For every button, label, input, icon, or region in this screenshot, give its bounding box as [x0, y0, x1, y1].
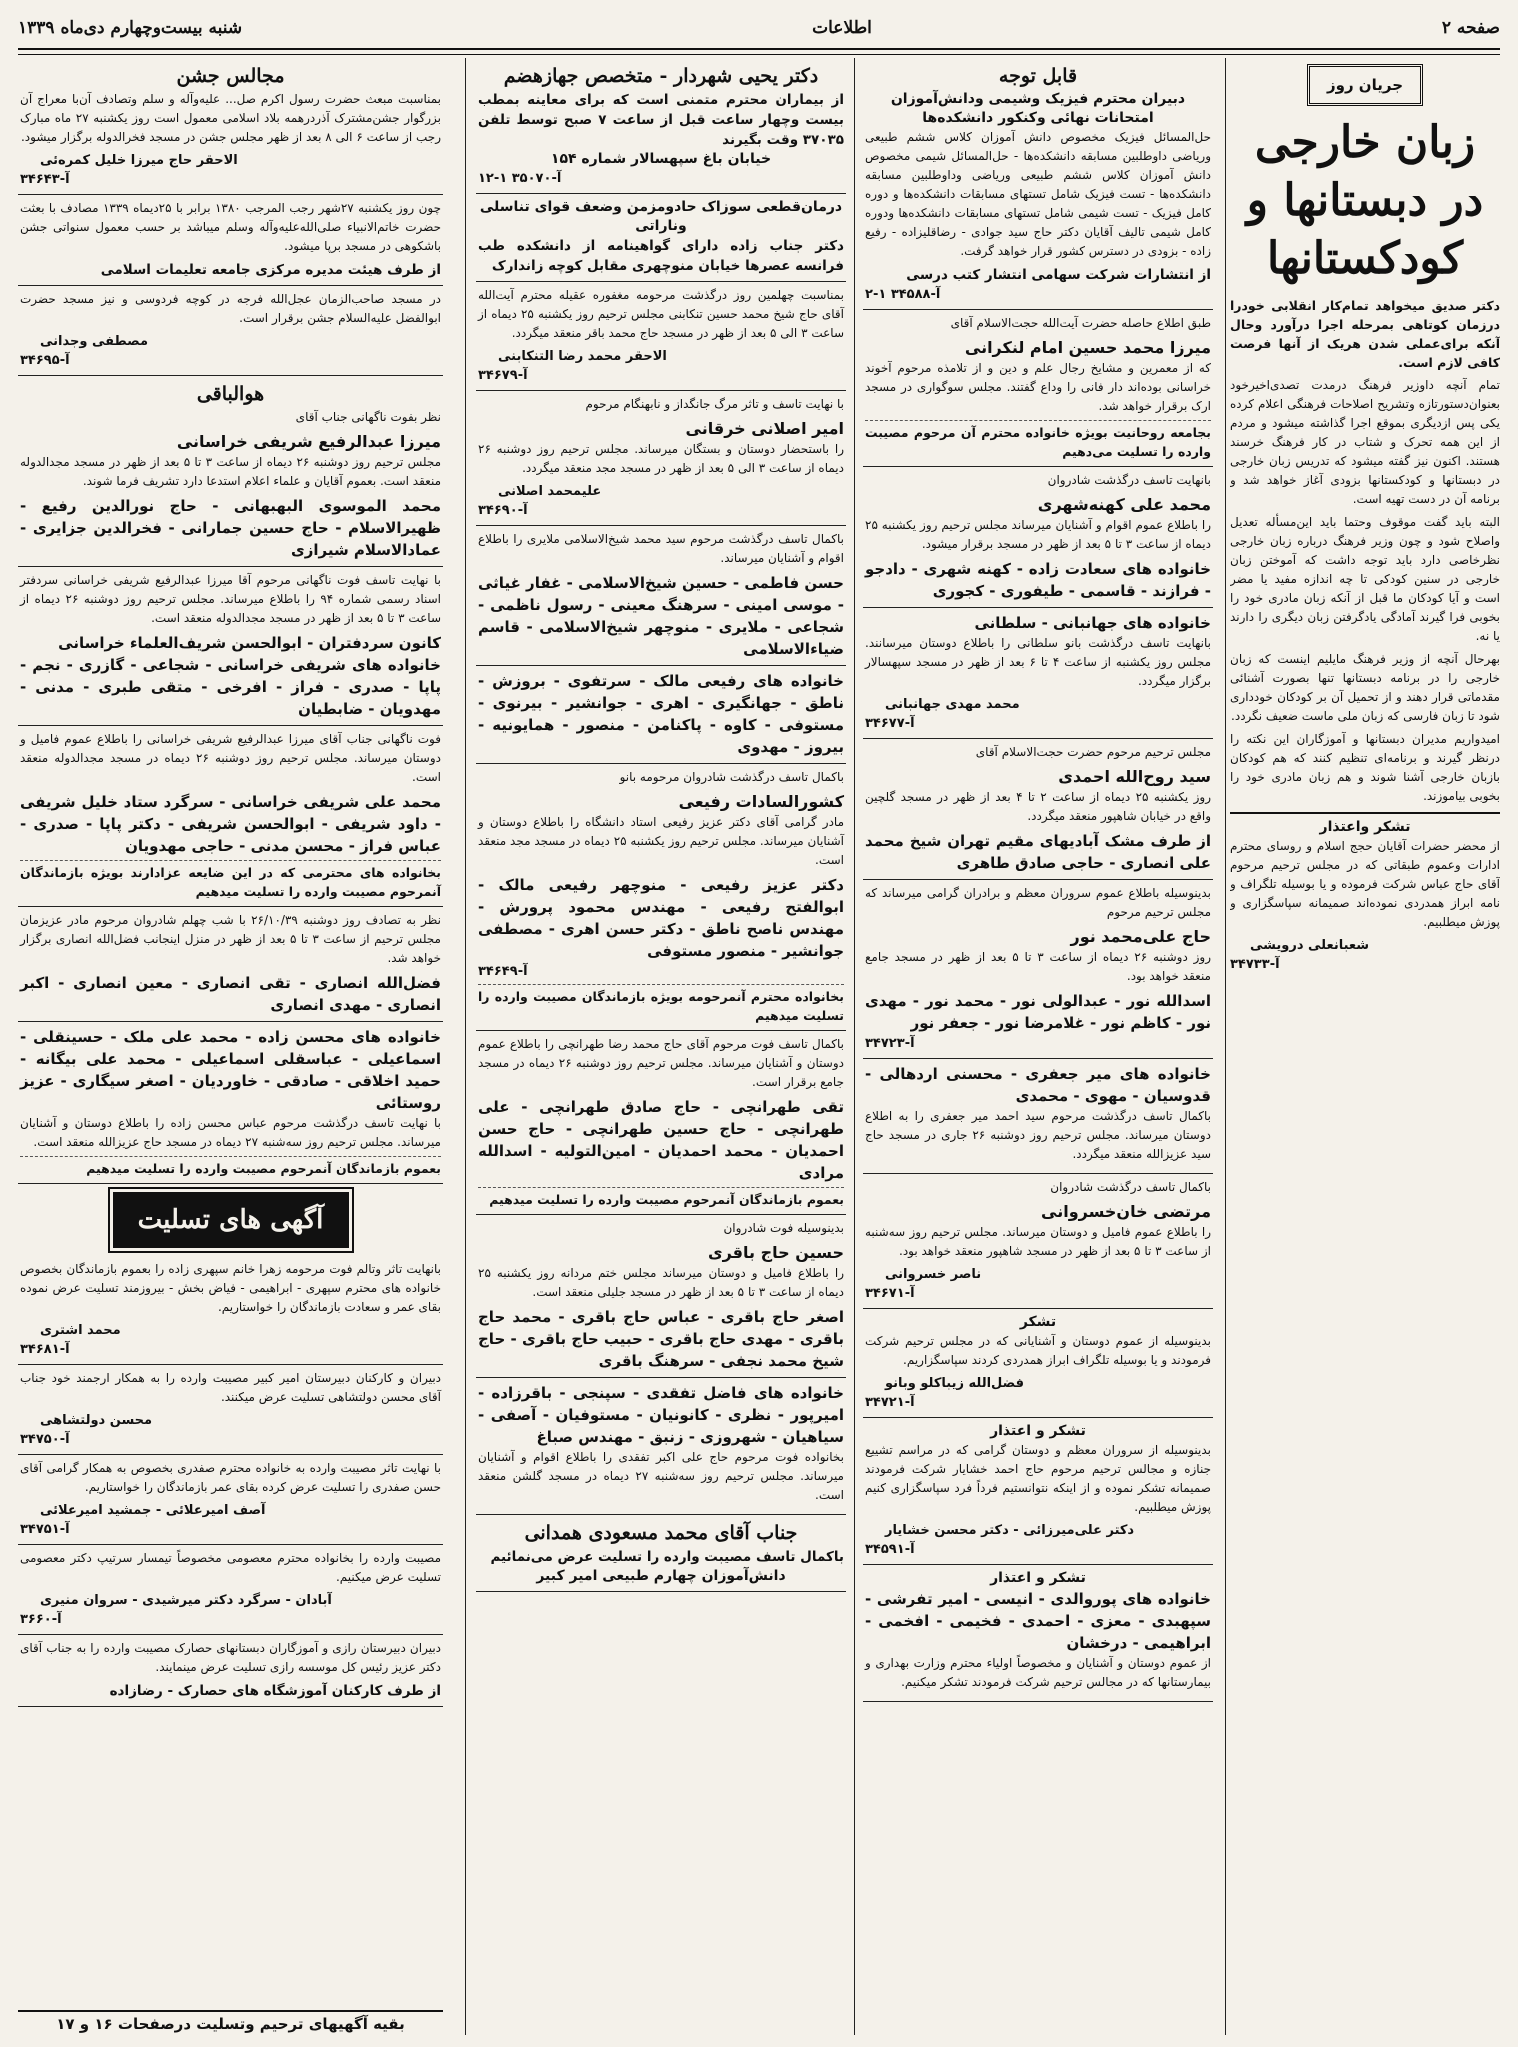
condolence-notice — [18, 1256, 443, 1365]
notice-signature: الاحقر محمد رضا التنکابنی — [498, 349, 667, 364]
obituary-notice — [476, 526, 846, 666]
family-names: از طرف مشک آبادیهای مقیم تهران شیخ محمد علی انصاری - حاجی صادق طاهری — [865, 832, 1211, 872]
ad-code: آ-۳۴۶۷۹ — [478, 368, 528, 383]
notice-body: مجلس ترحیم مرحوم حضرت حجت‌الاسلام آقای — [975, 745, 1211, 759]
notice-body: با نهایت تاسف فوت ناگهانی مرحوم آقا میرزا عبدالرفیع شریفی خراسانی سردفتر اسناد رسمی شماره ۹۴ را باطلاع میرساند. مجلس ترحیم روز دوشنبه ۲۶ دیماه از ساعت ۳ تا ۵ بعد از ظهر در مسجد مجدالدوله منعقد است. — [20, 573, 442, 625]
celebration-notice — [18, 195, 443, 286]
column-rule — [854, 58, 855, 2035]
notice-signature: از طرف کارکنان آموزشگاه های حصارک - رضازاده — [109, 1683, 441, 1699]
obituary-notice — [18, 726, 443, 907]
notice-signature: محسن دولتشاهی — [40, 1413, 153, 1428]
ad-code: آ-۳۴۶۴۹ — [478, 964, 528, 979]
notice-body: با نهایت تاسف درگذشت مرحوم عباس محسن زاده را باطلاع دوستان و آشنایان میرساند. مجلس ترحیم روز سه‌شنبه ۲۷ دیماه در مسجد حاج عزیزالله منعقد است. — [20, 1116, 441, 1149]
family-names: فضل‌الله انصاری - تقی انصاری - معین انصاری - اکبر انصاری - مهدی انصاری — [20, 974, 441, 1014]
deceased-name: امیر اصلانی خرقانی — [685, 419, 844, 438]
obituary-notice — [476, 764, 846, 1031]
obituary-notice — [18, 567, 443, 726]
obituary-notice — [863, 467, 1213, 608]
ad-code: آ-۳۴۶۷۱ — [865, 1286, 915, 1301]
ad-code: آ-۳۴۵۹۱ — [865, 1542, 915, 1557]
page-number: صفحه ۲ — [1441, 18, 1500, 38]
condolence-notice — [476, 1515, 846, 1592]
family-names: اسدالله نور - عبدالولی نور - محمد نور - مهدی نور - کاظم نور - غلامرضا نور - جعفر نور — [865, 992, 1211, 1032]
notice-signature: محمد مهدی جهانبانی — [885, 697, 1020, 712]
notice-signature: مصطفی وجدانی — [40, 334, 149, 349]
notice-title: تشکر — [1019, 1314, 1057, 1330]
notice-body: را باستحضار دوستان و بستگان میرساند. مجلس ترحیم روز دوشنبه ۲۶ دیماه از ساعت ۳ الی ۵ بعد از ظهر در مسجد مجد منعقد میگردد. — [478, 442, 844, 475]
family-names: محمد الموسوی البهبهانی - حاج نورالدین رفیع - ظهیرالاسلام - حاج حسین جمارانی - فخرالدین جزایری - عمادالاسلام شیرازی — [20, 497, 441, 559]
obituary-notice — [18, 1022, 443, 1184]
deceased-name: حسین حاج باقری — [707, 1243, 844, 1262]
editorial-column — [1230, 58, 1500, 2035]
notice-body: بمناسبت چهلمین روز درگذشت مرحومه مغفوره عقیله محترم آیت‌الله آقای حاج شیخ محمد حسین تنکابنی مجلس ترحیم روز یکشنبه ۲۵ دیماه از ساعت ۳ الی ۵ بعد از ظهر در مسجد حاج محمد باقر منعقد میگردد. — [478, 288, 845, 340]
obituary-notice — [863, 608, 1213, 739]
ad-code: آ-۳۴۷۵۱ — [20, 1522, 70, 1537]
notice-publisher: از انتشارات شرکت سهامی انتشار کتب درسی — [906, 267, 1211, 283]
notice-body: باکمال تاسف درگذشت شادروان — [1050, 1180, 1211, 1194]
notice-body: حل‌المسائل فیزیک مخصوص دانش آموزان کلاس ششم طبیعی وریاضی داوطلبین مسابقه دانشکده‌ها - حل‌المسائل شیمی مخصوص دانش آموزان کلاس ششم طبیعی وریاضی وداوطلبین مسابقه دانشکده‌ها - تست فیزیک شامل تستهای مسابقات دانشکده‌ها و دوره کامل فیزیک - تست شیمی شامل تستهای مسابقات دانشکده‌ها ودوره کامل شیمی تالیف آقایان دکتر حاج سید جوادی - رضاقلیزاده - رفیع زاده - بزودی در دسترس کشور قرار خواهد گرفت. — [865, 130, 1211, 258]
condolence-section-banner: آگهی های تسلیت — [113, 1192, 349, 1248]
notice-body: باکمال تاسف درگذشت شادروان مرحومه بانو — [619, 770, 844, 784]
deceased-name: حاج علی‌محمد نور — [1070, 927, 1211, 946]
notice-body: باکمال تاسف درگذشت مرحوم سید احمد میر جعفری را به اطلاع دوستان میرساند. مجلس ترحیم روز دوشنبه ۲۶ جاری در مسجد حاج سید عزیزالله منعقد میگردد. — [865, 1109, 1211, 1161]
family-names: خانواده های محسن زاده - محمد علی ملک - حسینقلی - اسماعیلی - عباسقلی اسماعیلی - محمد علی بیگانه - حمید اخلاقی - صادقی - خاوردیان - اصغر سیگاری - عزیز روستائی — [20, 1028, 441, 1112]
obituary-notice — [476, 1215, 846, 1378]
masthead — [18, 10, 1500, 46]
notice-body: بانهایت تاسف درگذشت بانو سلطانی را باطلاع دوستان میرسانند. مجلس روز یکشنبه از ساعت ۴ تا ۶ بعد از ظهر در مسجد سپهسالار برگزار میگردد. — [865, 636, 1212, 688]
thanks-notice — [863, 1418, 1213, 1565]
notice-body: نظر بفوت ناگهانی جناب آقای — [295, 410, 441, 424]
deceased-name: مرتضی خان‌خسروانی — [1041, 1202, 1211, 1221]
notice-books — [863, 58, 1213, 310]
ad-code: آ-۳۴۷۲۱ — [865, 1395, 915, 1410]
notice-signature: علیمحمد اصلانی — [498, 484, 602, 499]
family-names: خانواده های جهانبانی - سلطانی — [974, 614, 1211, 632]
ad-code: آ-۳۵۰۷۰ ۱-۱۲ — [478, 171, 562, 186]
notice-body: بخانواده فوت مرحوم حاج علی اکبر تفقدی را باطلاع اقوام و آشنایان میرساند. مجلس ترحیم روز سه‌شنبه ۲۷ دیماه در مسجد گلشن منعقد است. — [478, 1450, 844, 1502]
thanks-notice — [863, 1309, 1213, 1418]
editorial-paragraph: تمام آنچه داوزیر فرهنگ درمدت تصدی‌اخیرخود بعنوان‌دستورتازه وتشریح اصلاحات فرهنگی اعلام کرده یکی پس ازدیگری بموقع اجرا گذاشته میشود و مردم از این همه تحرک و شتاب در کار فرهنگ خرسند هستند. اکنون نیز گفته میشود که تدریس زبان خارجی در دبستانها و کودکستانها بزودی آغاز خواهد شد و برنامه آن در دست تهیه است. — [1230, 378, 1500, 506]
family-names: تقی طهرانچی - حاج صادق طهرانچی - علی طهرانچی - حاج حسین طهرانچی - حاج حسن احمدیان - محمد احمدیان - امین‌التولیه - اسدالله مرادی — [478, 1098, 844, 1182]
notice-body: بدینوسیله فوت شادروان — [723, 1221, 844, 1235]
thanks-notice — [1230, 812, 1500, 974]
notice-title: درمان‌قطعی سوزاک حادومزمن وضعف قوای تناسلی وناراتی — [479, 199, 843, 234]
deceased-name: محمد علی کهنه‌شهری — [1037, 495, 1211, 514]
notice-body: در مسجد صاحب‌الزمان عجل‌الله فرجه در کوچه‌ فردوسی و نیز مسجد حضرت ابوالفضل علیه‌السلام جشن برقرار است. — [20, 292, 441, 325]
thanks-signature: شعبانعلی درویشی — [1250, 938, 1370, 953]
ad-code: آ-۳۴۶۹۵ — [20, 353, 70, 368]
editorial-headline: زبان خارجی در دبستانها و کودکستانها — [1246, 117, 1484, 284]
thanks-body: از محضر حضرات آقایان حجج اسلام و روسای محترم ادارات وعموم طبقاتی که در مجلس ترحیم مرحوم آقای حاج عباس شرکت فرموده و یا بوسیله تلگراف و نامه ابراز همدردی نموده‌اند صمیمانه سپاسگزاری و پوزش میطلبیم. — [1230, 839, 1500, 929]
notice-body: روز یکشنبه ۲۵ دیماه از ساعت ۲ تا ۴ بعد از ظهر در مسجد گلچین واقع در خیابان شاهپور منعقد میگردد. — [865, 790, 1211, 823]
notices-column-3 — [476, 58, 846, 2035]
condolence-notice — [18, 1365, 443, 1455]
family-names: خانواده های رفیعی مالک - سرتفوی - بروزش - ناطق - جهانگیری - اهری - جوانشیر - بیرنوی - مستوفی - کاوه - پاکنامن - منصور - همایونیه - بیروز - مهدوی — [478, 672, 844, 756]
continued-notice: بقیه آگهیهای ترحیم وتسلیت درصفحات ۱۶ و ۱۷ — [18, 2010, 443, 2033]
notice-body: را باطلاع عموم اقوام و آشنایان میرساند مجلس ترحیم روز یکشنبه ۲۵ دیماه از ساعت ۳ تا ۵ بعد از ظهر در مسجد برقرار میشود. — [865, 518, 1211, 551]
celebration-notice — [18, 58, 443, 195]
family-names: محمد علی شریفی خراسانی - سرگرد ستاد خلیل شریفی - داود شریفی - ابوالحسن شریفی - دکتر پاپا - صدری - عباس فراز - محسن مدنی - حاجی مهدویان — [20, 793, 441, 855]
notice-title: تشکر و اعتذار — [990, 1423, 1086, 1439]
notice-body: را باطلاع عموم فامیل و دوستان میرساند. مجلس ترحیم روز سه‌شنبه از ساعت ۳ تا ۵ بعد از ظهر در مسجد شاهپور منعقد خواهد بود. — [865, 1225, 1211, 1258]
ad-code: آ-۳۴۵۸۸ ۱-۲ — [865, 287, 941, 302]
notice-body: بانهایت تاسف درگذشت شادروان — [1047, 473, 1211, 487]
notice-body: طبق اطلاع حاصله حضرت آیت‌الله حجت‌الاسلام آقای — [950, 316, 1211, 330]
family-names: خانواده های پوروالدی - انیسی - امیر تفرشی - سپهبدی - معزی - احمدی - فخیمی - افخمی - ابراهیمی - درخشان — [865, 1590, 1211, 1652]
obituary-notice — [476, 282, 846, 391]
notice-signature: دکتر علی‌میرزائی - دکتر محسن خشایار — [885, 1523, 1135, 1538]
column-rule — [465, 58, 466, 2035]
notices-column-4 — [18, 58, 443, 2035]
notice-signature: الاحقر حاج میرزا خلیل کمره‌ئی — [40, 153, 238, 168]
ad-code: آ-۳۴۶۸۱ — [20, 1342, 70, 1357]
family-names: خانواده های سعادت زاده - کهنه شهری - دادجو - فرازند - قاسمی - طیفوری - کجوری — [865, 560, 1211, 600]
obituary-notice — [863, 1174, 1213, 1309]
notice-signature: محمد اشتری — [40, 1323, 121, 1338]
notice-title: دکتر یحیی شهردار - متخصص جهازهضم — [503, 65, 819, 87]
ad-code: آ-۳۴۶۷۷ — [865, 716, 915, 731]
obituary-notice — [476, 391, 846, 526]
section-title: مجالس جشن — [176, 65, 285, 87]
notice-signature: آصف امیرعلائی - جمشید امیرعلائی — [40, 1503, 266, 1518]
notice-body: باکمال تاسف فوت مرحوم آقای حاج محمد رضا طهرانچی را باطلاع عموم دوستان و آشنایان میرساند. مجلس ترحیم روز دوشنبه ۲۶ دیماه در مسجد جامع برقرار است. — [478, 1037, 845, 1089]
notice-title: تشکر و اعتذار — [990, 1570, 1086, 1586]
notice-body: از عموم دوستان و آشنایان و مخصوصاً اولیاء محترم وزارت بهداری و بیمارستانها که در مجالس ترحیم شرکت فرمودند تشکر میکنیم. — [865, 1656, 1211, 1689]
issue-date: شنبه بیست‌وچهارم دی‌ماه ۱۳۳۹ — [18, 18, 243, 38]
ad-code: آ-۳۶۶۰ — [20, 1612, 62, 1627]
obituary-notice — [18, 907, 443, 1022]
ad-code: آ-۳۴۶۴۳ — [20, 172, 70, 187]
family-names: حسن فاطمی - حسین شیخ‌الاسلامی - غفار غیاثی - موسی امینی - سرهنگ معینی - رسول ناظمی - شجاعی - ملایری - منوچهر شیخ‌الاسلامی - قاسم ضیاءالاسلامی — [478, 574, 844, 658]
notice-body: بدینوسیله باطلاع عموم سروران معظم و برادران گرامی میرساند که مجلس ترحیم مرحوم — [865, 886, 1211, 919]
notice-body: از بیماران محترم متمنی است که برای معاینه بمطب بیست وچهار ساعت قبل از ساعت ۷ صبح توسط تلفن ۳۷۰۳۵ وقت بگیرند — [478, 92, 844, 148]
notice-body: نظر به تصادف روز دوشنبه ۲۶/۱۰/۳۹ با شب چهلم شادروان مرحوم مادر عزیزمان مجلس ترحیم از ساعت ۳ تا ۵ بعد از ظهر در منزل اینجانب فضل‌الله انصاری برگزار خواهد شد. — [20, 913, 441, 965]
condolence-line: بخانواده های محترمی که در این ضایعه عزادارند بویژه بازماندگان آنمرحوم مصیبت وارده را تسلیت میدهیم — [20, 860, 441, 901]
doctor-ad — [476, 194, 846, 282]
thanks-title: تشکر واعتذار — [1319, 819, 1411, 835]
notice-signature: دانش‌آموزان چهارم طبیعی امیر کبیر — [536, 1568, 786, 1584]
column-rule — [1225, 58, 1226, 2035]
obituary-notice — [476, 666, 846, 764]
condolence-notice — [18, 1455, 443, 1545]
ad-code: آ-۳۴۶۹۰ — [478, 503, 528, 518]
notice-body: بمناسبت مبعث حضرت رسول اکرم صل... علیه‌وآله و سلم وتصادف آن‌با معراج آن بزرگوار جشن‌مشترک آذردرهمه بلاد اسلامی معمول است روز یکشنبه ۲۷ ماه مبارک رجب از ساعت ۶ الی ۸ بعد از ظهر مجلس جشن در مسجد فخرالدوله برگزار میشود. — [20, 92, 441, 144]
notice-body: که از معمرین و مشایخ رجال علم و دین و از تلامذه مرحوم آخوند خراسانی بوده‌اند دار فانی را وداع گفتند. مجلس سوگواری در مسجد ارک برقرار خواهد شد. — [865, 361, 1211, 413]
group-name: کانون سردفتران - ابوالحسن شریف‌العلماء خراسانی — [58, 634, 441, 652]
notice-signature: از طرف هیئت مدیره مرکزی جامعه تعلیمات اسلامی — [100, 262, 441, 278]
masthead-rule — [18, 48, 1500, 55]
editorial-paragraph: البته باید گفت موقوف وحتما باید این‌مسأله تعدیل واصلاح شود و چون وزیر فرهنگ درباره زبان خارجی نظرخاصی دارد باید توجه داشت که آموختن زبان خارجی در سنین کودکی تا چه اندازه مفید یا مضر است و آیا کودکان ما قبل از آنکه زبان مادری خود را بخوبی فرا گیرند آمادگی یادگرفتن زبان دیگری را دارند یا نه. — [1230, 515, 1500, 643]
deceased-name: میرزا عبدالرفیع شریفی خراسانی — [176, 432, 441, 451]
family-names: خانواده های فاضل تفقدی - سپنجی - باقرزاده - امیرپور - نظری - کانونیان - مستوفیان - آصفی - سیاهیان - شهروزی - زنبق - مهندس صباغ — [478, 1384, 844, 1446]
obituary-notice — [863, 739, 1213, 880]
obituary-notice — [18, 376, 443, 567]
condolence-line: بجامعه روحانیت بویژه خانواده محترم آن مرحوم مصیبت وارده را تسلیت می‌دهیم — [865, 420, 1211, 461]
notice-body: بانهایت تاثر وتالم فوت مرحومه زهرا خانم سپهری زاده را بعموم بازماندگان بخصوص خانواده های محترم سپهری - ابراهیمی - فیاض بخش - بیروزمند تسلیت عرض نموده بقای عمر و سعادت بازماندگان را خواستاریم. — [20, 1262, 441, 1314]
newspaper-name: اطلاعات — [812, 18, 872, 38]
notice-body: باکمال تاسف درگذشت مرحوم سید محمد شیخ‌الاسلامی ملایری را باطلاع اقوام و آشنایان میرساند. — [478, 532, 844, 565]
editorial-paragraph: بهرحال آنچه از وزیر فرهنگ مایلیم اینست که زبان خارجی را در برنامه دبستانها تنها بصورت آشنائی مقدماتی قرار دهند و از تحمیل آن بر کودکان خودداری شود تا زبان فارسی که زبان ملی ماست ضعیف نگردد. — [1230, 652, 1500, 723]
ad-code: آ-۳۴۷۳۳ — [1230, 957, 1280, 972]
notice-body: مصیبت وارده را بخانواده محترم معصومی مخصوصاً تیمسار سرتیپ دکتر معصومی تسلیت عرض میکنیم. — [20, 1551, 441, 1584]
condolence-notice — [18, 1635, 443, 1707]
notice-body: بدینوسیله از عموم دوستان و آشنایانی که در مجلس ترحیم شرکت فرمودند و یا بوسیله تلگراف ابراز همدردی کردند سپاسگزاریم. — [865, 1334, 1211, 1367]
notice-body: فوت ناگهانی جناب آقای میرزا عبدالرفیع شریفی خراسانی را باطلاع عموم فامیل و دوستان میرساند. مجلس ترحیم روز دوشنبه ۲۶ دیماه در مسجد مجدالدوله منعقد است. — [20, 732, 441, 784]
family-names: اصغر حاج باقری - عباس حاج باقری - محمد حاج باقری - مهدی حاج باقری - حبیب حاج باقری - حاج شیخ محمد نجفی - سرهنگ باقری — [478, 1308, 844, 1370]
obituary-notice — [476, 1378, 846, 1515]
thanks-notice — [863, 1565, 1213, 1702]
notice-body: بدینوسیله از سروران معظم و دوستان گرامی که در مراسم تشییع جنازه و مجالس ترحیم مرحوم حاج احمد خشایار شرکت فرمودند صمیمانه تشکر نموده و از اینکه نتوانستیم فرداً فرد سپاسگزاری کنیم پوزش میطلبیم. — [865, 1443, 1211, 1514]
editorial-intro: دکتر صدیق میخواهد تمام‌کار انقلابی خودرا درزمان کوتاهی بمرحله اجرا درآورد وحال آنکه برای‌عملی شدن هریک از آنها فرصت کافی لازم است. — [1230, 298, 1500, 370]
notices-column-2 — [863, 58, 1213, 2035]
obituary-notice — [476, 1031, 846, 1215]
condolence-line: بعموم بازماندگان آنمرحوم مصیبت وارده را تسلیت میدهیم — [478, 1187, 844, 1209]
notice-signature: فضل‌الله زیباکلو وبانو — [885, 1376, 1024, 1391]
notice-body: دبیران دبیرستان رازی و آموزگاران دبستانهای حصارک مصیبت وارده را به جناب آقای دکتر عزیز رئیس کل موسسه رازی تسلیت عرض مینمایند. — [20, 1641, 441, 1674]
notice-body: را باطلاع فامیل و دوستان میرساند مجلس ختم مردانه روز یکشنبه ۲۵ دیماه از ساعت ۳ تا ۵ بعد از ظهر در مسجد جلیلی منعقد است. — [478, 1266, 844, 1299]
notice-body: با نهایت تاسف و تاثر مرگ جانگداز و نابهنگام مرحوم — [585, 397, 844, 411]
obituary-notice — [863, 1059, 1213, 1174]
notice-body: با نهایت تاثر مصیبت وارده به خانواده محترم صفدری بخصوص به همکار گرامی آقای حسن صفدری را تسلیت عرض کرده بقای عمر بازماندگان را خواستاریم. — [20, 1461, 441, 1494]
jarian-rooz-box: جریان روز — [1307, 64, 1423, 106]
notice-body: مادر گرامی آقای دکتر عزیز رفیعی استاد دانشگاه را باطلاع دوستان و آشنایان میرساند. مجلس ترحیم روز یکشنبه ۲۵ دیماه در مسجد مجد منعقد است. — [478, 815, 844, 867]
deceased-name: سید روح‌الله احمدی — [1058, 767, 1211, 786]
notice-title: جناب آقای محمد مسعودی همدانی — [524, 1522, 798, 1544]
family-names: خانواده های میر جعفری - محسنی اردهالی - قدوسیان - مهوی - محمدی — [865, 1065, 1211, 1105]
notice-signature: آبادان - سرگرد دکتر میرشیدی - سروان منیری — [40, 1593, 332, 1608]
notice-title: قابل توجه — [998, 65, 1078, 87]
family-names: خانواده های شریفی خراسانی - شجاعی - گازری - نجم - پاپا - صدری - فراز - افرخی - متقی طبری - مدنی - مهدویان - ضابطیان — [20, 656, 441, 718]
condolence-line: بعموم بازماندگان آنمرحوم مصیبت وارده را تسلیت میدهیم — [20, 1156, 441, 1178]
deceased-name: میرزا محمد حسین امام لنکرانی — [964, 338, 1211, 357]
notice-title: هوالباقی — [196, 383, 265, 405]
obituary-notice — [863, 880, 1213, 1059]
ad-code: آ-۳۴۷۵۰ — [20, 1432, 70, 1447]
family-names: دکتر عزیز رفیعی - منوچهر رفیعی مالک - ابوالفتح رفیعی - مهندس محمود پرورش - مهندس ناصح ناطق - دکتر حسن اهری - مصطفی جوانشیر - منصور مستوفی — [478, 876, 844, 960]
celebration-notice — [18, 286, 443, 376]
notice-body: مجلس ترحیم روز دوشنبه ۲۶ دیماه از ساعت ۳ تا ۵ بعد از ظهر در مسجد مجدالدوله منعقد است. بعموم آقایان و علماء اعلام استدعا دارد تشریف فرما شوند. — [20, 455, 442, 488]
ad-code: آ-۳۴۷۲۳ — [865, 1036, 915, 1051]
notice-body: باکمال تاسف مصیبت وارده را تسلیت عرض می‌نمائیم — [490, 1549, 844, 1565]
condolence-notice — [18, 1545, 443, 1635]
notice-signature: ناصر خسروانی — [885, 1267, 982, 1282]
notice-body: دبیران و کارکنان دبیرستان امیر کبیر مصیبت وارده را به همکار ارجمند خود جناب آقای محسن دولتشاهی تسلیت عرض میکنند. — [20, 1371, 441, 1404]
doctor-ad — [476, 58, 846, 194]
obituary-notice — [863, 310, 1213, 467]
condolence-line: بخانواده محترم آنمرحومه بویژه بازماندگان مصیبت وارده را تسلیت میدهیم — [478, 984, 844, 1025]
editorial-paragraph: امیدواریم مدیران دبستانها و آموزگاران این نکته را درنظر گیرند و برنامه‌ای تنظیم کنند که هم کودکان بازبان خارجی آشنا شوند و هم زبان مادری خود را بخوبی بیاموزند. — [1230, 732, 1500, 803]
notice-body: روز دوشنبه ۲۶ دیماه از ساعت ۳ تا ۵ بعد از ظهر در مسجد جامع منعقد خواهد بود. — [865, 950, 1211, 983]
notice-subtitle: دبیران محترم فیزیک وشیمی ودانش‌آموزان امتحانات نهائی وکنکور دانشکده‌ها — [890, 91, 1186, 126]
deceased-name: کشورالسادات رفیعی — [678, 792, 844, 811]
notice-body: چون روز یکشنبه ۲۷شهر رجب المرجب ۱۳۸۰ برابر با ۲۵دیماه ۱۳۳۹ مصادف با بعثت حضرت خاتم‌الانبیاء صلی‌الله‌علیه‌وآله وسلم میباشد بر حسب معمول سنواتی جشن باشکوهی در مسجد برپا میشود. — [20, 201, 442, 253]
notice-address: خیابان باغ سپهسالار شماره ۱۵۴ — [550, 151, 772, 167]
notice-body: دکتر جناب زاده دارای گواهینامه از دانشکده طب فرانسه عصرها خیابان منوچهری مقابل کوچه زاندارک — [478, 238, 844, 274]
